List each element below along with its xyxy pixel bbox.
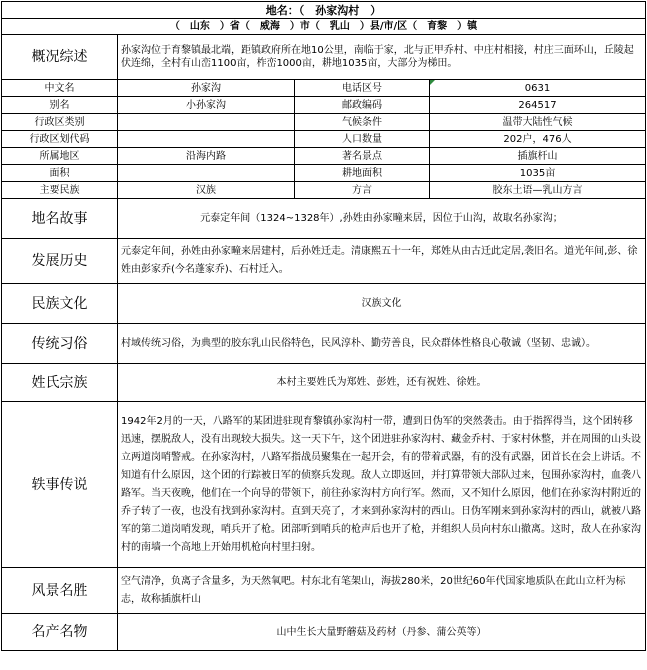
legend-label: 轶事传说 — [2, 402, 118, 568]
surname-label: 姓氏宗族 — [2, 364, 118, 402]
products-text: 山中生长大量野蘑菇及药材（丹参、蒲公英等） — [118, 614, 646, 651]
ethnic-label: 主要民族 — [2, 182, 118, 199]
header-location: （ 山东 ）省（ 威海 ）市（ 乳山 ）县/市/区（ 育黎 ）镇 — [2, 19, 646, 35]
surname-text: 本村主要姓氏为郑姓、彭姓，还有祝姓、徐姓。 — [118, 364, 646, 402]
population-value: 202户，476人 — [430, 131, 646, 148]
population-label: 人口数量 — [295, 131, 430, 148]
overview-label: 概况综述 — [2, 35, 118, 80]
scenic-value: 插旗杆山 — [430, 148, 646, 165]
culture-text: 汉族文化 — [118, 284, 646, 324]
admin-code-value — [118, 131, 295, 148]
alias-label: 别名 — [2, 97, 118, 114]
admin-type-value — [118, 114, 295, 131]
farmland-label: 耕地面积 — [295, 165, 430, 182]
dialect-value: 胶东土语—乳山方言 — [430, 182, 646, 199]
story-label: 地名故事 — [2, 199, 118, 239]
scenic-label: 著名景点 — [295, 148, 430, 165]
postal-label: 邮政编码 — [295, 97, 430, 114]
scenery-label: 风景名胜 — [2, 568, 118, 614]
region-label: 所属地区 — [2, 148, 118, 165]
header-title: 地名：（ 孙家沟村 ） — [2, 2, 646, 19]
area-label: 面积 — [2, 165, 118, 182]
postal-value: 264517 — [430, 97, 646, 114]
customs-text: 村域传统习俗，为典型的胶东乳山民俗特色，民风淳朴、勤劳善良，民众群体性格良心敬诚（坚韧、忠诚）。 — [118, 324, 646, 364]
customs-label: 传统习俗 — [2, 324, 118, 364]
ethnic-value: 汉族 — [118, 182, 295, 199]
history-label: 发展历史 — [2, 239, 118, 284]
overview-text: 孙家沟位于育黎镇最北端，距镇政府所在地10公里，南临于家，北与正甲乔村、中庄村相接，村庄三面环山，丘陵起伏连绵，全村有山峦1100亩，柞峦1000亩，耕地1035亩，大部分为梯田。 — [118, 35, 646, 80]
culture-label: 民族文化 — [2, 284, 118, 324]
chinese-name-label: 中文名 — [2, 80, 118, 97]
area-value — [118, 165, 295, 182]
area-code-label: 电话区号 — [295, 80, 430, 97]
scenery-text: 空气清净，负离子含量多，为天然氧吧。村东北有笔架山，海拔280米，20世纪60年代国家地质队在此山立杆为标志，故称插旗杆山 — [118, 568, 646, 614]
admin-type-label: 行政区类别 — [2, 114, 118, 131]
admin-code-label: 行政区划代码 — [2, 131, 118, 148]
region-value: 沿海内路 — [118, 148, 295, 165]
farmland-value: 1035亩 — [430, 165, 646, 182]
area-code-cell — [430, 80, 646, 97]
gazetteer-table — [1, 1, 646, 651]
story-text: 元泰定年间（1324~1328年）,孙姓由孙家疃来居，因位于山沟，故取名孙家沟； — [118, 199, 646, 239]
climate-label: 气候条件 — [295, 114, 430, 131]
area-code-value: 0631 — [524, 82, 551, 94]
dialect-label: 方言 — [295, 182, 430, 199]
history-text: 元泰定年间，孙姓由孙家疃来居建村，后孙姓迁走。清康熙五十一年，郑姓从由古迁此定居,袭旧名。道光年间,彭、徐姓由彭家乔(今名蓬家乔)、石村迁入。 — [118, 239, 646, 284]
chinese-name-value: 孙家沟 — [118, 80, 295, 97]
alias-value: 小孙家沟 — [118, 97, 295, 114]
comment-marker-icon — [430, 80, 435, 85]
legend-text: 1942年2月的一天，八路军的某团进驻现育黎镇孙家沟村一带，遭到日伪军的突然袭击。由于指挥得当，这个团转移迅速，摆脱敌人，没有出现较大损失。这一天下午，这个团进驻孙家沟村、藏金乔村、于家村休整，并在周围的山头设立两道岗哨警戒。在孙家沟村，八路军指战员聚集在一起开会，有的带着武器，有的没有武器，团首长在会上讲话。不知道有什么原因，这个团的行踪被日军的侦察兵发现。敌人立即返回，并打算带领大部队过来，包围孙家沟村，血袭八路军。当天夜晚，他们在一个向导的带领下，前往孙家沟村方向行军。然而，又不知什么原因，他们在孙家沟村附近的乔子转了一夜，也没有找到孙家沟村。直到天亮了，才来到孙家沟村的西山。日伪军刚来到孙家沟村的西山，就被八路军的第二道岗哨发现，哨兵开了枪。团部听到哨兵的枪声后也开了枪，并组织人员向村东山撤离。这时，敌人在孙家沟村的南墙一个高地上开始用机枪向村里扫射。 — [118, 402, 646, 568]
products-label: 名产名物 — [2, 614, 118, 651]
climate-value: 温带大陆性气候 — [430, 114, 646, 131]
